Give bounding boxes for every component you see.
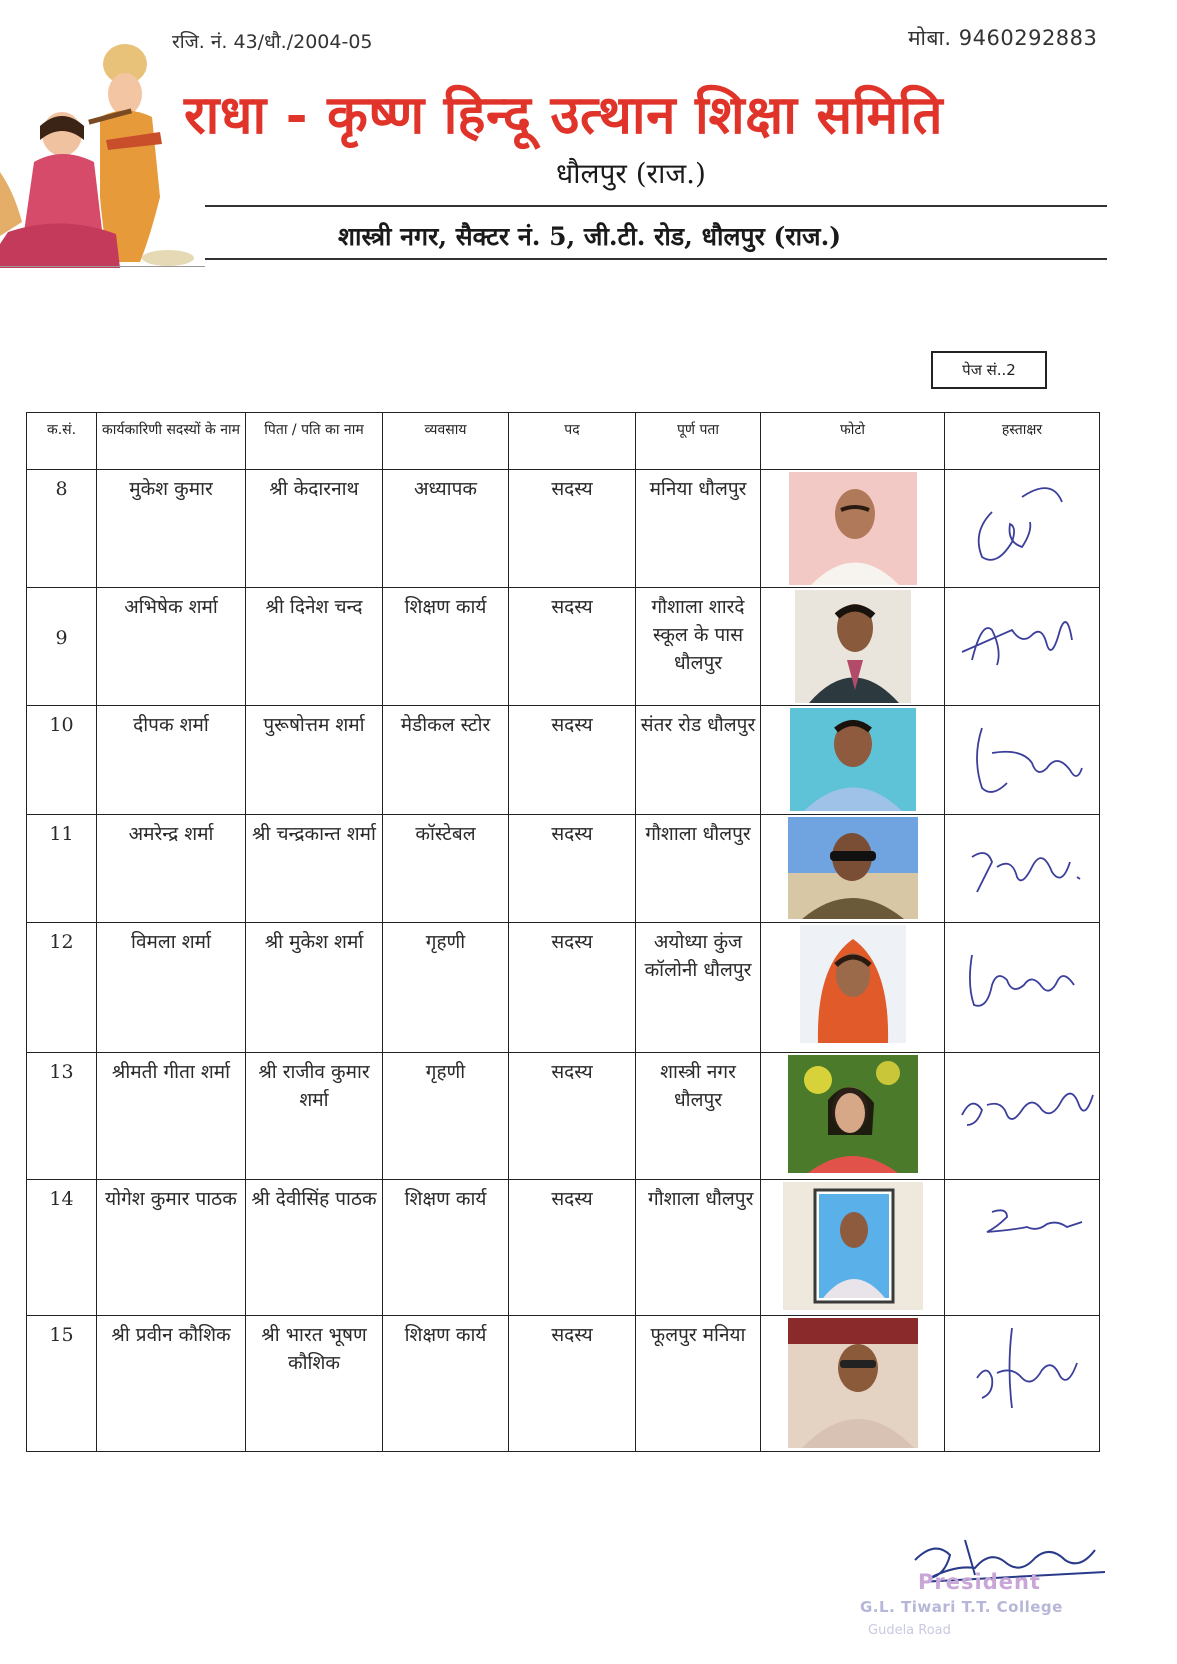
registration-number: रजि. नं. 43/धौ./2004-05 bbox=[172, 31, 373, 53]
cell-name: श्री प्रवीन कौशिक bbox=[97, 1316, 246, 1452]
cell-name: अभिषेक शर्मा bbox=[97, 588, 246, 706]
cell-address: फूलपुर मनिया bbox=[636, 1316, 761, 1452]
stamp-title: President bbox=[918, 1570, 1041, 1594]
cell-signature bbox=[945, 588, 1100, 706]
cell-address: संतर रोड धौलपुर bbox=[636, 706, 761, 815]
cell-photo bbox=[761, 1316, 945, 1452]
cell-occupation: गृहणी bbox=[383, 1053, 509, 1180]
header-name: कार्यकारिणी सदस्यों के नाम bbox=[97, 413, 246, 470]
cell-occupation: अध्यापक bbox=[383, 470, 509, 588]
cell-signature bbox=[945, 815, 1100, 923]
cell-address: गौशाला धौलपुर bbox=[636, 1180, 761, 1316]
cell-sn: 11 bbox=[27, 815, 97, 923]
cell-father: पुरूषोत्तम शर्मा bbox=[246, 706, 383, 815]
cell-address: गौशाला शारदे स्कूल के पास धौलपुर bbox=[636, 588, 761, 706]
organization-title: राधा - कृष्ण हिन्दू उत्थान शिक्षा समिति bbox=[184, 84, 944, 146]
cell-address: गौशाला धौलपुर bbox=[636, 815, 761, 923]
stamp-road: Gudela Road bbox=[868, 1623, 951, 1638]
table-row bbox=[27, 923, 1100, 1053]
member-photo bbox=[795, 590, 911, 703]
cell-sn: 12 bbox=[27, 923, 97, 1053]
cell-photo bbox=[761, 1053, 945, 1180]
member-photo bbox=[800, 925, 906, 1043]
mobile-number: मोबा. 9460292883 bbox=[908, 26, 1098, 50]
cell-post: सदस्य bbox=[509, 588, 636, 706]
signature bbox=[952, 817, 1092, 917]
cell-signature bbox=[945, 706, 1100, 815]
cell-photo bbox=[761, 588, 945, 706]
cell-father: श्री राजीव कुमार शर्मा bbox=[246, 1053, 383, 1180]
cell-name: दीपक शर्मा bbox=[97, 706, 246, 815]
table-row bbox=[27, 470, 1100, 588]
header-post: पद bbox=[509, 413, 636, 470]
member-photo bbox=[790, 708, 916, 811]
cell-name: अमरेन्द्र शर्मा bbox=[97, 815, 246, 923]
cell-photo bbox=[761, 1180, 945, 1316]
table-row bbox=[27, 706, 1100, 815]
cell-photo bbox=[761, 815, 945, 923]
header-rule-bottom bbox=[205, 258, 1107, 260]
cell-father: श्री दिनेश चन्द bbox=[246, 588, 383, 706]
signature bbox=[952, 1182, 1092, 1282]
header-photo: फोटो bbox=[761, 413, 945, 470]
table-row bbox=[27, 588, 1100, 706]
city-line: धौलपुर (राज.) bbox=[556, 157, 706, 190]
signature bbox=[952, 708, 1092, 808]
cell-sn: 9 bbox=[27, 588, 97, 706]
cell-father: श्री भारत भूषण कौशिक bbox=[246, 1316, 383, 1452]
header-address: पूर्ण पता bbox=[636, 413, 761, 470]
cell-post: सदस्य bbox=[509, 1180, 636, 1316]
cell-sn: 13 bbox=[27, 1053, 97, 1180]
table-row bbox=[27, 1053, 1100, 1180]
cell-occupation: कॉस्टेबल bbox=[383, 815, 509, 923]
cell-father: श्री मुकेश शर्मा bbox=[246, 923, 383, 1053]
cell-post: सदस्य bbox=[509, 470, 636, 588]
address-line: शास्त्री नगर, सैक्टर नं. 5, जी.टी. रोड, धौलपुर (राज.) bbox=[338, 222, 842, 251]
cell-address: अयोध्या कुंज कॉलोनी धौलपुर bbox=[636, 923, 761, 1053]
member-photo bbox=[783, 1182, 923, 1310]
cell-post: सदस्य bbox=[509, 923, 636, 1053]
signature bbox=[952, 590, 1092, 690]
radha-krishna-illustration bbox=[0, 22, 196, 268]
cell-post: सदस्य bbox=[509, 815, 636, 923]
cell-signature bbox=[945, 1053, 1100, 1180]
cell-occupation: शिक्षण कार्य bbox=[383, 588, 509, 706]
header-father: पिता / पति का नाम bbox=[246, 413, 383, 470]
cell-name: श्रीमती गीता शर्मा bbox=[97, 1053, 246, 1180]
cell-sn: 8 bbox=[27, 470, 97, 588]
cell-photo bbox=[761, 706, 945, 815]
cell-signature bbox=[945, 923, 1100, 1053]
cell-name: मुकेश कुमार bbox=[97, 470, 246, 588]
member-photo bbox=[788, 817, 918, 919]
signature bbox=[952, 925, 1092, 1025]
cell-occupation: शिक्षण कार्य bbox=[383, 1180, 509, 1316]
header-rule-top bbox=[205, 205, 1107, 207]
member-photo bbox=[788, 1055, 918, 1173]
cell-name: विमला शर्मा bbox=[97, 923, 246, 1053]
signature bbox=[952, 472, 1092, 572]
cell-sn: 15 bbox=[27, 1316, 97, 1452]
cell-photo bbox=[761, 470, 945, 588]
cell-post: सदस्य bbox=[509, 706, 636, 815]
stamp-college: G.L. Tiwari T.T. College bbox=[860, 1598, 1063, 1616]
page-number-box: पेज सं..2 bbox=[931, 351, 1047, 389]
member-photo bbox=[788, 1318, 918, 1448]
cell-signature bbox=[945, 1316, 1100, 1452]
cell-occupation: मेडीकल स्टोर bbox=[383, 706, 509, 815]
cell-occupation: शिक्षण कार्य bbox=[383, 1316, 509, 1452]
cell-father: श्री देवीसिंह पाठक bbox=[246, 1180, 383, 1316]
cell-signature bbox=[945, 1180, 1100, 1316]
cell-photo bbox=[761, 923, 945, 1053]
header-sn: क.सं. bbox=[27, 413, 97, 470]
cell-signature bbox=[945, 470, 1100, 588]
table-header-row bbox=[27, 413, 1100, 470]
member-photo bbox=[789, 472, 917, 585]
table-row bbox=[27, 815, 1100, 923]
cell-sn: 14 bbox=[27, 1180, 97, 1316]
cell-address: मनिया धौलपुर bbox=[636, 470, 761, 588]
cell-post: सदस्य bbox=[509, 1316, 636, 1452]
header-occupation: व्यवसाय bbox=[383, 413, 509, 470]
signature bbox=[947, 1055, 1097, 1155]
header-signature: हस्ताक्षर bbox=[945, 413, 1100, 470]
cell-father: श्री केदारनाथ bbox=[246, 470, 383, 588]
cell-name: योगेश कुमार पाठक bbox=[97, 1180, 246, 1316]
table-row bbox=[27, 1316, 1100, 1452]
cell-post: सदस्य bbox=[509, 1053, 636, 1180]
cell-sn: 10 bbox=[27, 706, 97, 815]
cell-occupation: गृहणी bbox=[383, 923, 509, 1053]
cell-address: शास्त्री नगर धौलपुर bbox=[636, 1053, 761, 1180]
signature bbox=[952, 1318, 1092, 1418]
table-row bbox=[27, 1180, 1100, 1316]
header-rule-left bbox=[0, 266, 205, 267]
members-table bbox=[26, 412, 1100, 1452]
cell-father: श्री चन्द्रकान्त शर्मा bbox=[246, 815, 383, 923]
